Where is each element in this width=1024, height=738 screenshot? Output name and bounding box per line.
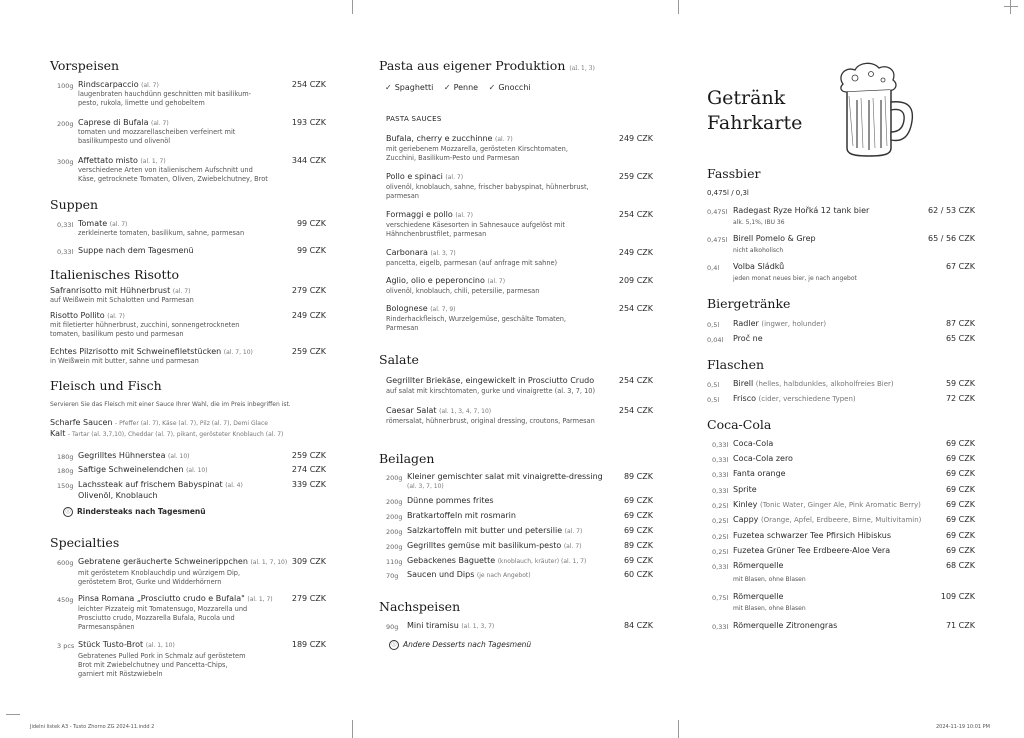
sauce-option-line	[50, 429, 326, 440]
item-name: Gebratene geräucherte Schweinerippchen	[78, 557, 248, 566]
item-extra: (helles, halbdunkles, alkoholfreies Bier)	[755, 380, 894, 388]
item-price: 254 CZK	[618, 406, 653, 415]
section-title-fleisch: Fleisch und Fisch	[50, 378, 162, 393]
item-price: 189 CZK	[291, 640, 326, 649]
desc-line: Brot mit Zwiebelchutney und Pancetta-Chips,	[78, 661, 228, 669]
item-quantity: 3 pcs	[57, 642, 75, 650]
item-allergens: (al. 1, 3, 7)	[461, 623, 495, 630]
desc-line: olivenöl, knoblauch, sahne, frischer babyspinat, hühnerbrust,	[386, 183, 589, 191]
item-name: Aglio, olio e peperoncino	[386, 276, 485, 285]
item-allergens: (al. 1, 10)	[145, 642, 175, 649]
item-description	[78, 128, 326, 146]
item-price: 193 CZK	[291, 118, 326, 127]
item-quantity: 0,33l	[712, 471, 729, 479]
item-quantity: 200g	[386, 528, 403, 536]
item-description	[386, 183, 653, 201]
crop-mark	[352, 0, 353, 14]
item-allergens: (al. 7)	[109, 221, 128, 228]
item-name: Carbonara	[386, 248, 428, 257]
item-name: Volba Sládků	[733, 262, 785, 271]
pasta-options	[385, 83, 653, 92]
item-price: 254 CZK	[618, 376, 653, 385]
item-sub: mit Blasen, ohne Blasen	[733, 576, 806, 583]
allergen-info-icon: ⓘ	[389, 640, 399, 650]
item-quantity: 180g	[57, 467, 74, 475]
item-price: 69 CZK	[945, 531, 975, 540]
item-quantity: 0,25l	[712, 517, 729, 525]
item-name: Lachssteak auf frischem Babyspinat	[78, 480, 223, 489]
crop-mark	[678, 720, 679, 738]
item-description	[386, 145, 653, 163]
item-name: Fuzetea schwarzer Tee Pfirsich Hibiskus	[733, 531, 891, 540]
section-title-risotto: Italienisches Risotto	[50, 267, 180, 282]
item-price: 259 CZK	[291, 347, 326, 356]
item-price: 69 CZK	[945, 439, 975, 448]
section-note: Servieren Sie das Fleisch mit einer Sauce Ihrer Wahl, die im Preis inbegriffen ist.	[50, 401, 291, 408]
item-sub: mit Blasen, ohne Blasen	[733, 605, 806, 612]
section-title-salate: Salate	[379, 352, 419, 367]
item-name: Sprite	[733, 485, 757, 494]
item-allergens: (al. 1, 3, 4, 7, 10)	[439, 408, 492, 415]
item-name: Gegrilltes Hühnerstea	[78, 451, 166, 460]
item-name: Kinley	[733, 500, 758, 509]
item-name: Pollo e spinaci	[386, 172, 443, 181]
item-allergens: (al. 3, 7)	[430, 250, 456, 257]
desc-line: verschiedene Käsesorten in Sahnesauce aufgelöst mit	[386, 221, 565, 229]
item-name: Fanta orange	[733, 469, 786, 478]
item-price: 69 CZK	[945, 546, 975, 555]
item-price: 69 CZK	[623, 526, 653, 535]
item-price: 254 CZK	[618, 210, 653, 219]
crop-mark	[1004, 6, 1018, 7]
item-price: 99 CZK	[296, 219, 326, 228]
desc-line: garniert mit Röstzwiebeln	[78, 670, 163, 678]
item-name: Kleiner gemischter salat mit vinaigrette-dressing	[407, 472, 603, 481]
item-name: Coca-Cola	[733, 439, 774, 448]
section-title-vorspeisen: Vorspeisen	[50, 58, 120, 73]
desc-line: Gebratenes Pulled Pork in Schmalz auf geröstetem	[78, 652, 246, 660]
print-footer-right: 2024-11-19 10:01 PM	[936, 724, 990, 730]
item-name: Cappy	[733, 515, 759, 524]
item-price: 67 CZK	[945, 262, 975, 271]
dessert-note-text: Andere Desserts nach Tagesmenü	[403, 640, 532, 649]
item-description: zerkleinerte tomaten, basilikum, sahne, parmesan	[78, 229, 245, 237]
item-price: 69 CZK	[945, 500, 975, 509]
item-quantity: 0,33l	[712, 563, 729, 571]
item-quantity: 70g	[386, 572, 399, 580]
item-name: Bolognese	[386, 304, 428, 313]
allergen-info-icon: ⓘ	[63, 507, 73, 517]
item-sub: nicht alkoholisch	[733, 247, 784, 254]
section-title-biergetraenke: Biergetränke	[707, 296, 791, 311]
sauce-label: Scharfe Saucen	[50, 418, 113, 427]
item-name: Bufala, cherry e zucchinne	[386, 134, 493, 143]
item-quantity: 600g	[57, 559, 74, 567]
print-footer-left: Jidelni listek A3 - Tusto Zhorno ZG 2024-11.indd 2	[30, 724, 155, 730]
item-name: Pinsa Romana „Prosciutto crudo e Bufala"	[78, 594, 245, 603]
item-name: Gebackenes Baguette	[407, 556, 496, 565]
section-title-flaschen: Flaschen	[707, 357, 765, 372]
item-quantity: 200g	[57, 120, 74, 128]
item-quantity: 0,5l	[707, 321, 720, 329]
item-name: Salzkartoffeln mit butter und petersilie	[407, 526, 563, 535]
item-name: Römerquelle	[733, 561, 784, 570]
dessert-note	[389, 640, 653, 650]
item-name: Echtes Pilzrisotto mit Schweinefiletstücken	[50, 347, 222, 356]
item-name: Caprese di Bufala	[78, 118, 149, 127]
item-allergens: (al. 4)	[225, 482, 243, 489]
section-title-specialties: Specialties	[50, 535, 120, 550]
item-allergens: (al. 1, 7, 10)	[250, 559, 288, 566]
item-name: Tomate	[78, 219, 108, 228]
item-allergens: (al. 7)	[495, 136, 513, 143]
item-price: 279 CZK	[291, 286, 326, 295]
item-name: Birell	[733, 379, 754, 388]
item-price: 65 / 56 CZK	[928, 234, 975, 243]
section-title-nachspeisen: Nachspeisen	[379, 599, 461, 614]
section-title-fassbier: Fassbier	[707, 166, 761, 181]
item-quantity: 110g	[386, 558, 403, 566]
crop-mark	[352, 720, 353, 738]
item-allergens: (al. 7)	[445, 174, 464, 181]
item-extra: (Orange, Apfel, Erdbeere, Birne, Multivitamin)	[760, 516, 922, 524]
item-description	[386, 315, 653, 333]
item-quantity: 0,33l	[712, 456, 729, 464]
item-quantity: 200g	[386, 498, 403, 506]
item-quantity: 0,33l	[712, 623, 729, 631]
item-description: auf Weißwein mit Schalotten und Parmesan	[50, 296, 194, 304]
item-quantity: 0,04l	[707, 336, 724, 344]
section-title-pasta	[379, 58, 653, 73]
crop-mark	[6, 714, 20, 715]
item-allergens: (al. 10)	[186, 467, 208, 474]
item-price: 68 CZK	[945, 561, 975, 570]
item-description	[78, 90, 326, 108]
item-price: 89 CZK	[623, 472, 653, 481]
crop-mark	[1010, 0, 1011, 14]
desc-line: mit filetierter hühnerbrust, zucchini, sonnengetrockneten	[50, 321, 240, 329]
item-quantity: 200g	[386, 513, 403, 521]
item-price: 249 CZK	[618, 134, 653, 143]
sauce-list: - Pfeffer (al. 7), Käse (al. 7), Pilz (al. 7), Demi Glace	[115, 420, 268, 427]
item-price: 69 CZK	[945, 454, 975, 463]
check-icon: ✓	[385, 83, 392, 92]
item-price: 254 CZK	[618, 304, 653, 313]
item-extra: (Tonic Water, Ginger Ale, Pink Aromatic Berry)	[759, 501, 921, 509]
desc-line: laugenbraten hauchdünn geschnitten mit basilikum-	[78, 90, 252, 98]
item-price: 69 CZK	[945, 469, 975, 478]
item-price: 344 CZK	[291, 156, 326, 165]
item-price: 69 CZK	[945, 515, 975, 524]
pasta-option: Spaghetti	[394, 83, 434, 92]
beer-mug-icon	[835, 62, 917, 160]
item-name: Suppe nach dem Tagesmenü	[78, 246, 194, 255]
desc-line: verschiedene Arten von italienischem Aufschnitt und	[78, 166, 253, 174]
item-quantity: 0,33l	[57, 248, 74, 256]
item-price: 109 CZK	[940, 592, 975, 601]
item-quantity: 0,25l	[712, 548, 729, 556]
item-quantity: 0,475l	[707, 208, 728, 216]
item-price: 309 CZK	[291, 557, 326, 566]
item-name: Stück Tusto-Brot	[78, 640, 144, 649]
item-quantity: 200g	[386, 474, 403, 482]
item-description	[78, 652, 326, 679]
item-allergens: (al. 7)	[455, 212, 473, 219]
pasta-allergens: (al. 1, 3)	[569, 65, 595, 72]
item-allergens: (al. 7)	[172, 288, 191, 295]
desc-line: Hähnchenbrustfilet, parmesan	[386, 230, 487, 238]
item-price: 62 / 53 CZK	[928, 206, 975, 215]
item-price: 69 CZK	[623, 496, 653, 505]
item-allergens: (al. 7)	[563, 543, 582, 550]
item-extra: (cider, verschiedene Typen)	[758, 395, 856, 403]
item-description: auf salat mit kirschtomaten, gurke und vinaigrette (al. 3, 7, 10)	[386, 387, 596, 395]
item-name: Risotto Pollito	[50, 311, 105, 320]
desc-line: Rinderhackfleisch, Wurzelgemüse, geschälte Tomaten,	[386, 315, 567, 323]
section-title-beilagen: Beilagen	[379, 451, 435, 466]
desc-line: Zucchini, Basilikum-Pesto und Parmesan	[386, 154, 520, 162]
desc-line: Prosciutto crudo, Mozzarella Bufala, Rucola und	[78, 614, 235, 622]
item-name: Saucen und Dips	[407, 570, 475, 579]
check-icon: ✓	[488, 83, 496, 92]
drinks-title-line: Fahrkarte	[707, 112, 803, 134]
item-sub: Olivenöl, Knoblauch	[78, 491, 158, 500]
item-name: Römerquelle Zitronengras	[733, 621, 838, 630]
desc-line: Parmesan	[386, 324, 419, 332]
item-price: 59 CZK	[945, 379, 975, 388]
item-name: Radegast Ryze Hořká 12 tank bier	[733, 206, 870, 215]
beer-sizes: 0,475l / 0,3l	[707, 189, 749, 197]
item-allergens: (al. 7, 10)	[223, 349, 253, 356]
item-quantity: 200g	[386, 543, 403, 551]
item-description	[50, 321, 326, 339]
item-price: 89 CZK	[623, 541, 653, 550]
item-price: 99 CZK	[296, 246, 326, 255]
desc-line: geröstetem Brot, Gurke und Widderhörnern	[78, 578, 222, 586]
item-description: römersalat, hühnerbrust, original dressing, croutons, Parmesan	[386, 417, 595, 425]
item-description	[78, 569, 326, 587]
item-name: Affettato misto	[78, 156, 138, 165]
item-description	[78, 166, 326, 184]
item-allergens: (al. 7)	[151, 120, 169, 127]
item-name: Safranrisotto mit Hühnerbrust	[50, 286, 171, 295]
desc-line: mit geriebenem Mozzarella, gerösteten Kirschtomaten,	[386, 145, 568, 153]
item-name: Bratkartoffeln mit rosmarin	[407, 511, 516, 520]
item-quantity: 0,25l	[712, 533, 729, 541]
item-price: 69 CZK	[623, 556, 653, 565]
item-name: Caesar Salat	[386, 406, 437, 415]
item-allergens: (al. 1, 7)	[140, 158, 166, 165]
item-quantity: 0,475l	[707, 236, 728, 244]
item-price: 60 CZK	[623, 570, 653, 579]
item-quantity: 90g	[386, 623, 399, 631]
pasta-option: Penne	[453, 83, 479, 92]
item-description: pancetta, eigelb, parmesan (auf anfrage mit sahne)	[386, 259, 558, 267]
item-description: in Weißwein mit butter, sahne und parmesan	[50, 357, 199, 365]
item-name: Gegrilltes gemüse mit basilikum-pesto	[407, 541, 562, 550]
item-description	[78, 605, 326, 632]
item-quantity: 0,75l	[712, 594, 729, 602]
pasta-title-text: Pasta aus eigener Produktion	[379, 58, 566, 73]
item-allergens: (knoblauch, kräuter) (al. 1, 7)	[497, 558, 587, 565]
steak-note-text: Rindersteaks nach Tagesmenü	[77, 507, 206, 516]
desc-line: basilikumpesto und olivenöl	[78, 137, 171, 145]
item-allergens: (al. 10)	[168, 453, 190, 460]
item-allergens: (al. 7)	[487, 278, 506, 285]
item-price: 259 CZK	[618, 172, 653, 181]
item-quantity: 0,33l	[712, 487, 729, 495]
item-price: 71 CZK	[945, 621, 975, 630]
item-price: 279 CZK	[291, 594, 326, 603]
desc-line: leichter Pizzateig mit Tomatensugo, Mozzarella und	[78, 605, 248, 613]
item-description: olivenöl, knoblauch, chili, petersilie, parmesan	[386, 287, 540, 295]
item-quantity: 0,33l	[712, 441, 729, 449]
item-price: 72 CZK	[945, 394, 975, 403]
item-sub: jeden monat neues bier, je nach angebot	[733, 275, 857, 282]
item-name: Saftige Schweinelendchen	[78, 465, 184, 474]
item-name: Radler	[733, 319, 759, 328]
item-quantity: 100g	[57, 82, 74, 90]
item-name: Gegrillter Briekäse, eingewickelt in Prosciutto Crudo	[386, 376, 595, 385]
item-price: 69 CZK	[945, 485, 975, 494]
check-icon: ✓	[443, 83, 451, 92]
item-allergens: (al. 7)	[564, 528, 583, 535]
item-quantity: 450g	[57, 596, 74, 604]
item-price: 65 CZK	[945, 334, 975, 343]
item-sub: alk. 5,1%, IBU 36	[733, 219, 785, 226]
drinks-title-line: Getränk	[707, 87, 786, 109]
item-name: Coca-Cola zero	[733, 454, 793, 463]
item-extra: (ingwer, holunder)	[761, 320, 827, 328]
item-quantity: 0,33l	[57, 221, 74, 229]
item-price: 259 CZK	[291, 451, 326, 460]
item-allergens: (al. 3, 7, 10)	[407, 483, 444, 490]
item-price: 209 CZK	[618, 276, 653, 285]
item-quantity: 150g	[57, 482, 74, 490]
item-quantity: 0,4l	[707, 264, 720, 272]
section-title-cocacola: Coca-Cola	[707, 417, 772, 432]
item-name: Frisco	[733, 394, 756, 403]
item-name: Fuzetea Grüner Tee Erdbeere-Aloe Vera	[733, 546, 891, 555]
desc-line: Parmesanspänen	[78, 623, 135, 631]
item-name: Birell Pomelo & Grep	[733, 234, 816, 243]
pasta-option: Gnocchi	[498, 83, 531, 92]
item-quantity: 0,5l	[707, 381, 720, 389]
item-price: 69 CZK	[623, 511, 653, 520]
item-price: 84 CZK	[623, 621, 653, 630]
item-allergens: (al. 7)	[141, 82, 159, 89]
item-quantity: 0,5l	[707, 396, 720, 404]
item-allergens: (je nach Angebot)	[476, 572, 531, 579]
item-price: 274 CZK	[291, 465, 326, 474]
item-name: Proč ne	[733, 334, 763, 343]
item-price: 249 CZK	[618, 248, 653, 257]
item-name: Formaggi e pollo	[386, 210, 453, 219]
sauce-option-line	[50, 418, 326, 429]
desc-line: pesto, rukola, limette und gehobeltem	[78, 99, 205, 107]
item-name: Dünne pommes frites	[407, 496, 494, 505]
desc-line: tomaten, basilikum pesto und parmesan	[50, 330, 184, 338]
desc-line: mit geröstetem Knoblauchdip und würzigem Dip,	[78, 569, 241, 577]
item-quantity: 300g	[57, 158, 74, 166]
item-price: 249 CZK	[291, 311, 326, 320]
item-description	[386, 221, 653, 239]
desc-line: tomaten und mozzarellascheiben verfeinert mit	[78, 128, 236, 136]
sauce-label: Kalt	[50, 429, 66, 438]
item-name: Rindscarpaccio	[78, 80, 139, 89]
section-title-suppen: Suppen	[50, 197, 99, 212]
item-price: 339 CZK	[291, 480, 326, 489]
steak-note	[63, 507, 326, 517]
item-name: Römerquelle	[733, 592, 784, 601]
item-price: 254 CZK	[291, 80, 326, 89]
item-price: 87 CZK	[945, 319, 975, 328]
crop-mark	[678, 0, 679, 14]
item-allergens: (al. 1, 7)	[247, 596, 273, 603]
item-name: Mini tiramisu	[407, 621, 459, 630]
item-quantity: 180g	[57, 453, 74, 461]
desc-line: Käse, getrocknete Tomaten, Oliven, Zwiebelchutney, Brot	[78, 175, 268, 183]
sauce-list: - Tartar (al. 3,7,10), Cheddar (al. 7), pikant, gerösteter Knoblauch (al. 7)	[67, 431, 284, 438]
desc-line: parmesan	[386, 192, 419, 200]
pasta-sauces-heading: PASTA SAUCES	[386, 115, 442, 123]
item-allergens: (al. 7, 9)	[430, 306, 456, 313]
item-quantity: 0,25l	[712, 502, 729, 510]
item-allergens: (al. 7)	[107, 313, 125, 320]
